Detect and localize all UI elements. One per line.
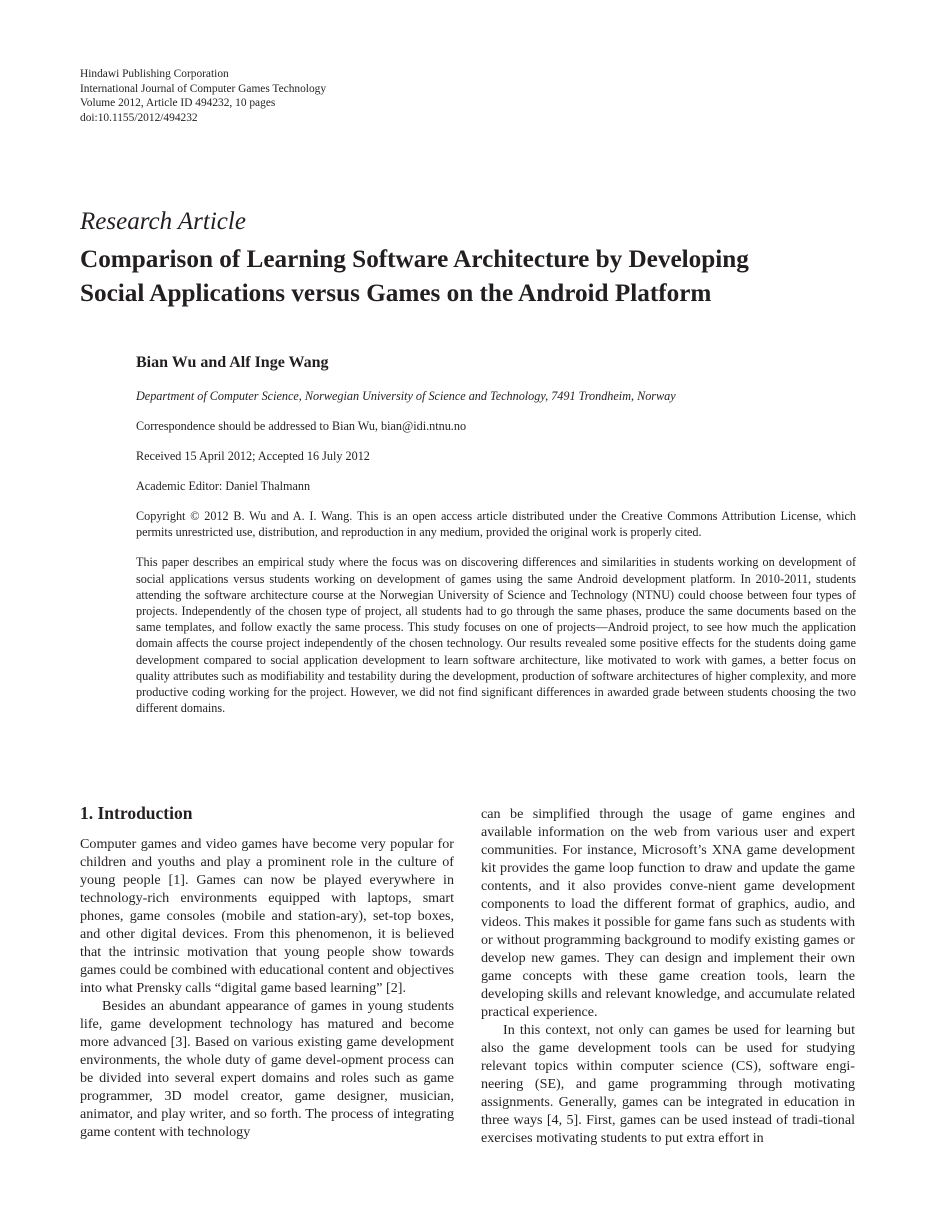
affiliation: Department of Computer Science, Norwegian University of Science and Technology, 7491 Trondheim, Norway: [136, 389, 676, 403]
right-column: [481, 805, 855, 1147]
authors: Bian Wu and Alf Inge Wang: [136, 354, 329, 371]
correspondence: Correspondence should be addressed to Bian Wu, bian@idi.ntnu.no: [136, 419, 467, 433]
title-line-2: Social Applications versus Games on the Android Platform: [80, 280, 712, 307]
front-matter: [136, 352, 856, 716]
journal-line: International Journal of Computer Games Technology: [80, 82, 327, 95]
paragraph: can be simplified through the usage of game engines and available information on the web from various user and expert communities. For instance, Microsoft’s XNA game development kit provides the game loop function to draw and update the game contents, and it also provides conve-nient game development components to load the different format of graphics, audio, and videos. This makes it possible for game fans such as students with or without programming background to modify existing games or develop new games. They can design and implement their own game concepts with these game creation tools, learn the developing skills and relevant knowledge, and accumulate related practical experience.: [481, 806, 855, 1020]
abstract: This paper describes an empirical study where the focus was on discovering differences and similarities in students working on development of social applications versus students working on development of games using the same Android development platform. In 2010-2011, students attending the software architecture course at the Norwegian University of Science and Technology (NTNU) could choose between four types of projects. Independently of the chosen type of project, all students had to go through the same phases, produce the same documents based on the same templates, and follow exactly the same process. This study focuses on one of projects—Android project, to see how much the application domain affects the course project independently of the chosen technology. Our results revealed some positive effects for the students doing game development compared to social application development to learn software architecture, like motivated to work with games, a better focus on quality attributes such as modifiability and testability during the development, production of software architectures of higher complexity, and more productive coding working for the project. However, we did not find significant differences in awarded grade between students choosing the two different domains.: [136, 555, 856, 716]
copyright-notice: Copyright © 2012 B. Wu and A. I. Wang. This is an open access article distributed under the Creative Commons Attribution License, which permits unrestricted use, distribution, and reproduction in any medium, provided the original work is properly cited.: [136, 509, 856, 540]
journal-header: [80, 67, 326, 125]
doi-line: doi:10.1155/2012/494232: [80, 111, 198, 124]
section-heading-introduction: 1. Introduction: [80, 803, 193, 823]
article-type: Research Article: [80, 208, 246, 235]
paragraph: In this context, not only can games be used for learning but also the game development tools can be used for studying relevant topics within computer science (CS), software engi-neering (SE), and game programming through motivating assignments. Generally, games can be integrated in education in three ways [4, 5]. First, games can be used instead of tradi-tional exercises motivating students to put extra effort in: [481, 1022, 855, 1146]
academic-editor: Academic Editor: Daniel Thalmann: [136, 479, 311, 493]
title-line-1: Comparison of Learning Software Architecture by Developing: [80, 246, 749, 273]
volume-line: Volume 2012, Article ID 494232, 10 pages: [80, 97, 276, 110]
paragraph: Besides an abundant appearance of games in young students life, game development technology has matured and become more advanced [3]. Based on various existing game development environments, the whole duty of game devel-opment process can be divided into several expert domains and roles such as game programmer, 3D model creator, game designer, musician, animator, and play writer, and so forth. The process of integrating game content with technology: [80, 998, 454, 1140]
paragraph: Computer games and video games have become very popular for children and youths and play a prominent role in the culture of young people [1]. Games can now be played everywhere in technology-rich environments equipped with laptops, smart phones, game consoles (mobile and station-ary), set-top boxes, and other digital devices. From this phenomenon, it is believed that the intrinsic motivation that young people show towards games could be combined with educational content and objectives into what Prensky calls “digital game based learning” [2].: [80, 836, 454, 996]
left-column: [80, 801, 454, 1141]
received-accepted-dates: Received 15 April 2012; Accepted 16 July 2012: [136, 449, 370, 463]
article-title: [80, 243, 880, 311]
publisher-line: Hindawi Publishing Corporation: [80, 68, 229, 80]
